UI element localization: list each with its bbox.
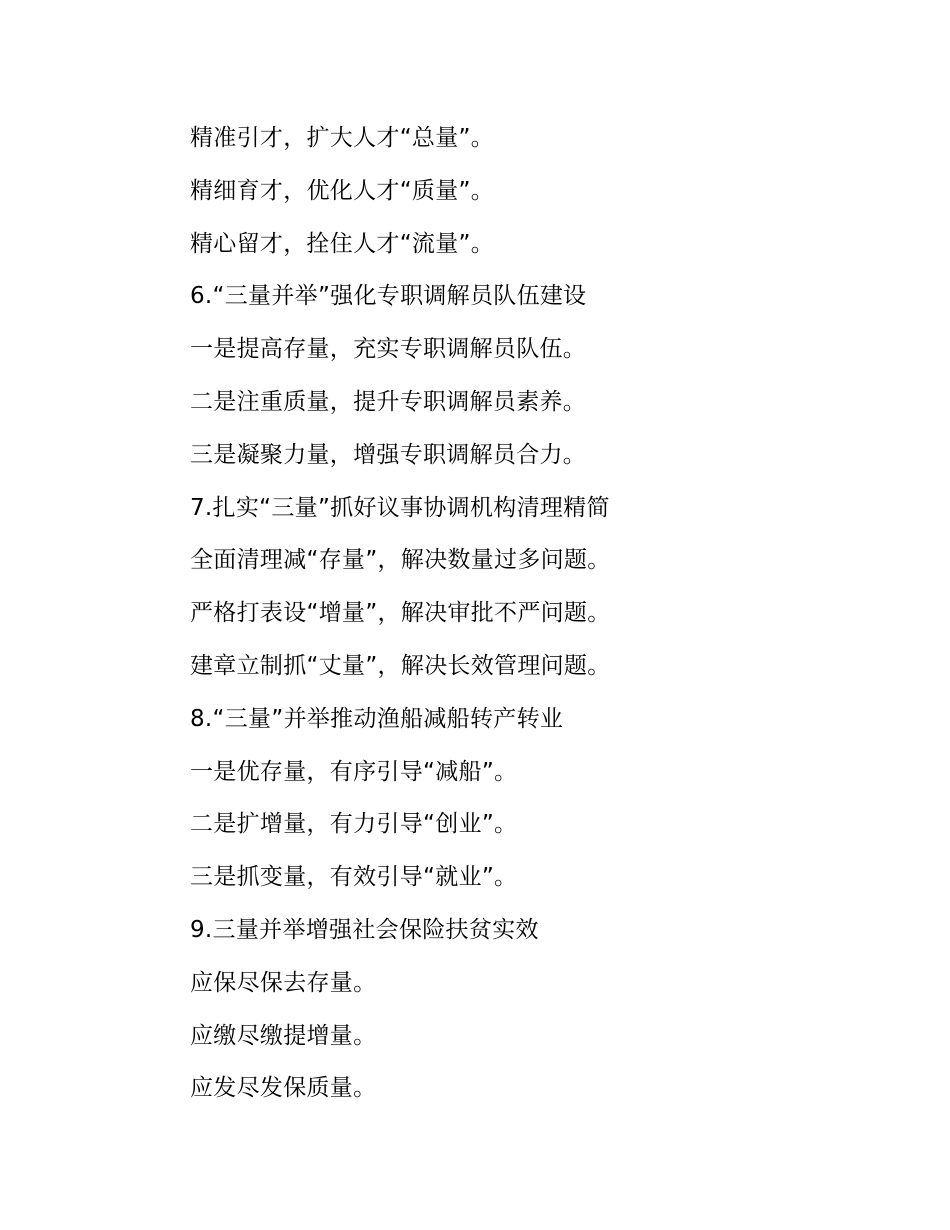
text-line: 精准引才，扩大人才“总量”。 xyxy=(190,125,495,151)
section-heading: 8.“三量”并举推动渔船减船转产转业 xyxy=(190,705,564,732)
text-line: 建章立制抓“丈量”，解决长效管理问题。 xyxy=(190,652,611,679)
text-line: 应保尽保去存量。 xyxy=(190,969,377,996)
text-line: 三是抓变量，有效引导“就业”。 xyxy=(190,864,518,891)
section-heading: 9.三量并举增强社会保险扶贫实效 xyxy=(190,916,539,943)
text-line: 严格打表设“增量”，解决审批不严问题。 xyxy=(190,600,611,627)
text-line: 精细育才，优化人才“质量”。 xyxy=(190,177,495,204)
text-line: 应发尽发保质量。 xyxy=(190,1075,377,1102)
text-line: 一是优存量，有序引导“减船”。 xyxy=(190,758,518,785)
text-line: 二是扩增量，有力引导“创业”。 xyxy=(190,811,518,838)
document-body xyxy=(190,112,890,1115)
text-line: 全面清理减“存量”，解决数量过多问题。 xyxy=(190,547,611,574)
text-line: 应缴尽缴提增量。 xyxy=(190,1022,377,1049)
section-heading: 7.扎实“三量”抓好议事协调机构清理精简 xyxy=(190,494,610,521)
text-line: 三是凝聚力量，增强专职调解员合力。 xyxy=(190,441,587,468)
text-line: 精心留才，拴住人才“流量”。 xyxy=(190,230,495,257)
section-heading: 6.“三量并举”强化专职调解员队伍建设 xyxy=(190,283,587,310)
text-line: 二是注重质量，提升专职调解员素养。 xyxy=(190,388,587,415)
text-line: 一是提高存量，充实专职调解员队伍。 xyxy=(190,336,587,363)
